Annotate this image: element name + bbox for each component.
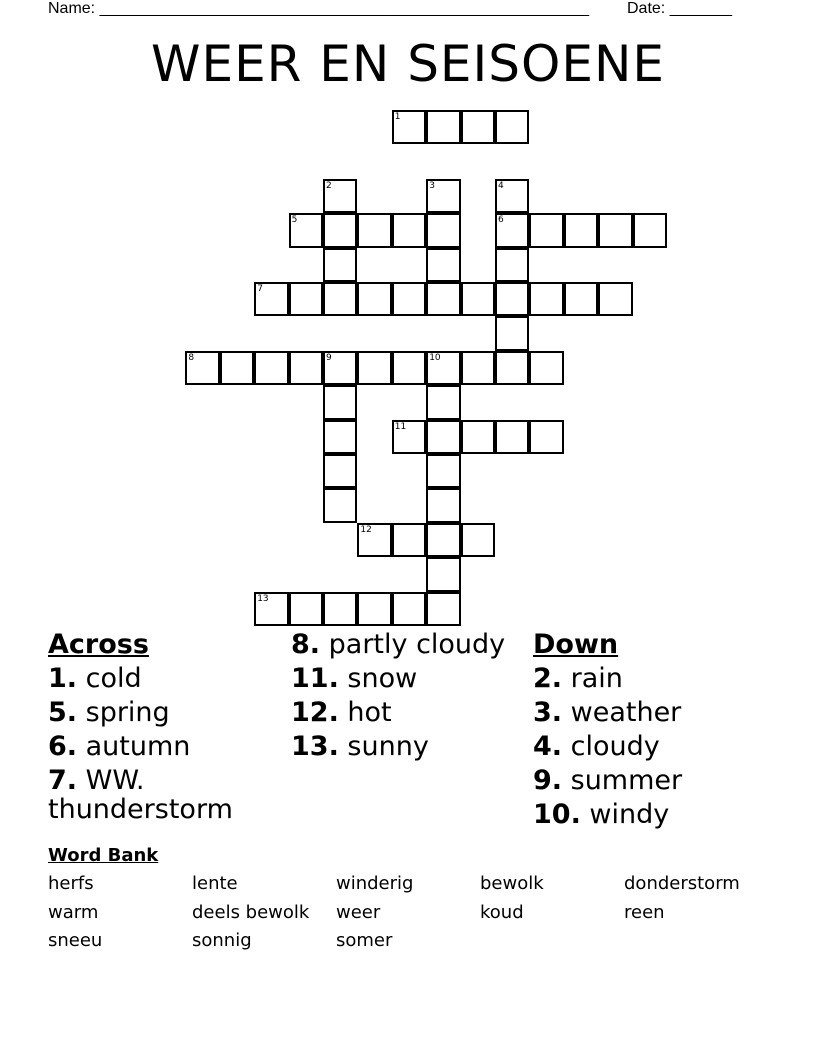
grid-cell[interactable] (289, 282, 323, 316)
grid-cell[interactable] (185, 351, 219, 385)
grid-cell[interactable] (426, 385, 460, 419)
word-bank-item: herfs (48, 873, 94, 894)
word-bank-item: somer (336, 930, 393, 951)
grid-cell[interactable] (323, 248, 357, 282)
clue-text: windy (580, 799, 670, 830)
grid-cell[interactable] (495, 316, 529, 350)
grid-cell[interactable] (426, 179, 460, 213)
grid-cell[interactable] (461, 110, 495, 144)
grid-cell[interactable] (220, 351, 254, 385)
clue-text: snow (338, 663, 418, 694)
clue-item (533, 698, 773, 727)
clue-item (291, 630, 521, 659)
grid-cell[interactable] (461, 420, 495, 454)
clue-item (533, 664, 773, 693)
clue-item (48, 664, 278, 693)
clue-item (291, 732, 521, 761)
clue-item (291, 698, 521, 727)
grid-cell[interactable] (633, 213, 667, 247)
clue-number: 13. (291, 731, 339, 762)
grid-cell[interactable] (495, 420, 529, 454)
grid-cell[interactable] (529, 351, 563, 385)
grid-cell[interactable] (357, 213, 391, 247)
word-bank-item: koud (480, 901, 524, 923)
clue-text: summer (562, 765, 683, 796)
clue-text: sunny (338, 731, 429, 762)
clue-number: 9. (533, 765, 563, 796)
word-bank-item: winderig (336, 873, 414, 894)
grid-cell[interactable] (495, 248, 529, 282)
grid-cell[interactable] (323, 179, 357, 213)
clue-number: 1. (48, 663, 78, 694)
clue-number: 2. (533, 663, 563, 694)
word-bank-item: weer (336, 901, 381, 923)
across-clue-list-continued (291, 630, 521, 761)
clue-item (533, 766, 773, 795)
grid-cell[interactable] (357, 282, 391, 316)
clue-item (48, 732, 278, 761)
grid-cell[interactable] (323, 488, 357, 522)
clue-number-label: 2 (326, 180, 332, 191)
clue-number: 4. (533, 731, 563, 762)
grid-cell[interactable] (598, 213, 632, 247)
grid-cell[interactable] (495, 351, 529, 385)
clue-number: 8. (291, 629, 321, 660)
clue-number-label: 4 (498, 180, 504, 191)
clue-text: autumn (77, 731, 191, 762)
clue-text: hot (338, 697, 392, 728)
grid-cell[interactable] (564, 282, 598, 316)
clue-number: 11. (291, 663, 339, 694)
clue-text: WW. thunderstorm (48, 765, 233, 825)
word-bank-item: sonnig (192, 930, 252, 951)
clue-text: partly cloudy (320, 629, 506, 660)
clue-number: 6. (48, 731, 78, 762)
word-bank-item: lente (192, 873, 238, 894)
clue-number: 12. (291, 697, 339, 728)
clue-item (291, 664, 521, 693)
word-bank-item: bewolk (480, 873, 544, 894)
clue-text: cloudy (562, 731, 660, 762)
clue-number: 10. (533, 799, 581, 830)
date-field-line: Date: _______ (627, 0, 732, 17)
grid-cell[interactable] (323, 420, 357, 454)
clue-item (533, 800, 773, 829)
grid-cell[interactable] (323, 592, 357, 626)
down-heading: Down (533, 629, 619, 660)
grid-cell[interactable] (254, 282, 288, 316)
clue-number-label: 13 (257, 593, 269, 604)
grid-cell[interactable] (461, 351, 495, 385)
grid-cell[interactable] (289, 592, 323, 626)
grid-cell[interactable] (426, 351, 460, 385)
word-bank-item: deels bewolk (192, 901, 310, 923)
grid-cell[interactable] (289, 351, 323, 385)
clue-number: 5. (48, 697, 78, 728)
clue-number-label: 6 (498, 215, 504, 226)
clue-text: weather (562, 697, 682, 728)
grid-cell[interactable] (529, 420, 563, 454)
grid-cell[interactable] (426, 110, 460, 144)
clue-number-label: 7 (257, 284, 263, 294)
clue-number-label: 1 (394, 112, 401, 122)
word-bank-item: donderstorm (624, 873, 740, 894)
across-clues-continued (291, 630, 521, 766)
across-clue-list (48, 664, 278, 824)
word-bank (48, 873, 788, 959)
grid-cell[interactable] (426, 213, 460, 247)
name-field-line: Name: _______________________________________________________ (48, 0, 589, 17)
clue-text: rain (562, 663, 623, 694)
grid-cell[interactable] (357, 592, 391, 626)
grid-cell[interactable] (426, 488, 460, 522)
grid-cell[interactable] (426, 557, 460, 591)
across-heading: Across (48, 629, 149, 660)
grid-cell[interactable] (392, 523, 426, 557)
grid-cell[interactable] (529, 213, 563, 247)
grid-cell[interactable] (254, 592, 288, 626)
word-bank-item: reen (624, 901, 665, 923)
grid-cell[interactable] (461, 523, 495, 557)
grid-cell[interactable] (289, 213, 323, 247)
clue-item (48, 698, 278, 727)
grid-cell[interactable] (426, 454, 460, 488)
grid-cell[interactable] (529, 282, 563, 316)
clue-number-label: 10 (429, 352, 441, 363)
grid-cell[interactable] (495, 179, 529, 213)
grid-cell[interactable] (392, 420, 426, 454)
grid-cell[interactable] (357, 351, 391, 385)
grid-cell[interactable] (323, 454, 357, 488)
grid-cell[interactable] (254, 351, 288, 385)
grid-cell[interactable] (392, 282, 426, 316)
grid-cell[interactable] (495, 282, 529, 316)
grid-cell[interactable] (323, 282, 357, 316)
grid-cell[interactable] (323, 351, 357, 385)
grid-cell[interactable] (426, 420, 460, 454)
grid-cell[interactable] (495, 110, 529, 144)
clue-number: 7. (48, 765, 78, 796)
clue-number-label: 9 (326, 352, 332, 363)
grid-cell[interactable] (564, 213, 598, 247)
clue-number-label: 12 (360, 524, 372, 535)
clue-number-label: 3 (429, 180, 435, 191)
grid-cell[interactable] (357, 523, 391, 557)
clue-text: cold (77, 663, 142, 694)
clue-item (533, 732, 773, 761)
grid-cell[interactable] (495, 213, 529, 247)
clue-number: 3. (533, 697, 563, 728)
grid-cell[interactable] (426, 592, 460, 626)
across-clues (48, 630, 278, 829)
grid-cell[interactable] (598, 282, 632, 316)
word-bank-item: warm (48, 901, 99, 923)
down-clue-list (533, 664, 773, 829)
grid-cell[interactable] (392, 351, 426, 385)
clue-item (48, 766, 278, 824)
clue-number-label: 5 (291, 215, 298, 226)
page-title: WEER EN SEISOENE (151, 35, 665, 93)
clue-text: spring (77, 697, 170, 728)
grid-cell[interactable] (323, 213, 357, 247)
word-bank-title: Word Bank (48, 845, 159, 866)
grid-cell[interactable] (426, 523, 460, 557)
grid-cell[interactable] (323, 385, 357, 419)
word-bank-item: sneeu (48, 930, 103, 951)
clue-number-label: 11 (394, 421, 407, 432)
grid-cell[interactable] (392, 592, 426, 626)
grid-cell[interactable] (426, 248, 460, 282)
down-clues (533, 630, 773, 834)
grid-cell[interactable] (461, 282, 495, 316)
grid-cell[interactable] (426, 282, 460, 316)
grid-cell[interactable] (392, 110, 426, 144)
grid-cell[interactable] (392, 213, 426, 247)
clue-number-label: 8 (188, 352, 195, 363)
